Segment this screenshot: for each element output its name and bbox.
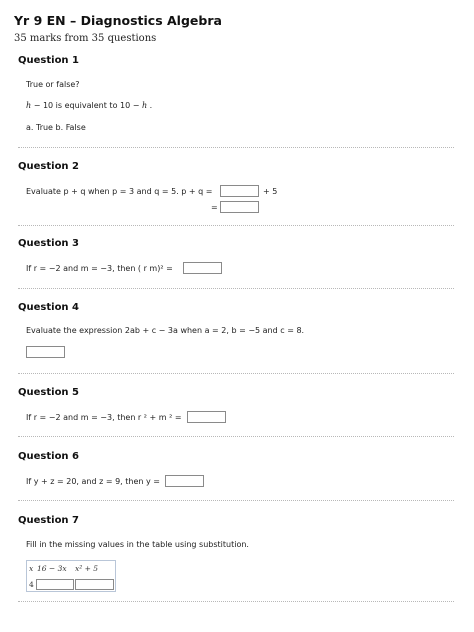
question-text: If r = −2 and m = −3, then r ² + m ² = — [26, 413, 182, 422]
question-title: Question 3 — [18, 238, 79, 249]
question-title: Question 5 — [18, 387, 79, 398]
answer-input[interactable] — [26, 346, 65, 358]
question-text: If y + z = 20, and z = 9, then y = — [26, 477, 160, 486]
answer-input[interactable] — [187, 411, 226, 423]
question-statement — [26, 101, 152, 110]
separator — [18, 436, 454, 437]
question-7 — [18, 515, 79, 526]
answer-input[interactable] — [165, 475, 204, 487]
question-title: Question 2 — [18, 161, 79, 172]
table-header-expr2: x² + 5 — [75, 564, 99, 573]
page-subtitle: 35 marks from 35 questions — [14, 33, 157, 44]
separator — [18, 601, 454, 602]
separator — [18, 147, 454, 148]
table-answer-input[interactable] — [75, 579, 114, 590]
page-title: Yr 9 EN – Diagnostics Algebra — [14, 13, 222, 28]
table-header-expr1: 16 − 3x — [37, 564, 67, 573]
question-title: Question 4 — [18, 302, 79, 313]
separator — [18, 500, 454, 501]
question-title: Question 6 — [18, 451, 79, 462]
separator — [18, 288, 454, 289]
question-text: Evaluate p + q when p = 3 and q = 5. p + q = — [26, 187, 213, 196]
table-header-x: x — [29, 564, 34, 573]
answer-options[interactable]: a. True b. False — [26, 123, 86, 132]
var-h: h — [141, 101, 148, 110]
answer-input[interactable] — [220, 185, 259, 197]
var-h: h — [26, 101, 32, 110]
separator — [18, 225, 454, 226]
question-3 — [18, 238, 79, 249]
question-2 — [18, 161, 79, 172]
question-1 — [18, 55, 79, 66]
question-title: Question 1 — [18, 55, 79, 66]
question-text: If r = −2 and m = −3, then ( r m)² = — [26, 264, 173, 273]
answer-input[interactable] — [220, 201, 259, 213]
plus-label: + 5 — [263, 187, 278, 196]
question-5 — [18, 387, 79, 398]
table-row-x-value: 4 — [29, 580, 34, 589]
question-6 — [18, 451, 79, 462]
question-4 — [18, 302, 79, 313]
page-header — [14, 13, 222, 44]
substitution-table — [26, 560, 116, 592]
answer-input[interactable] — [183, 262, 222, 274]
equals-label: = — [211, 203, 218, 212]
statement-middle: − 10 is equivalent to 10 − — [31, 101, 142, 110]
table-answer-input[interactable] — [36, 579, 74, 590]
question-title: Question 7 — [18, 515, 79, 526]
question-text: Fill in the missing values in the table using substitution. — [26, 540, 249, 549]
question-text: Evaluate the expression 2ab + c − 3a when a = 2, b = −5 and c = 8. — [26, 326, 305, 335]
statement-end: . — [147, 101, 153, 110]
question-prompt: True or false? — [26, 80, 80, 89]
separator — [18, 373, 454, 374]
